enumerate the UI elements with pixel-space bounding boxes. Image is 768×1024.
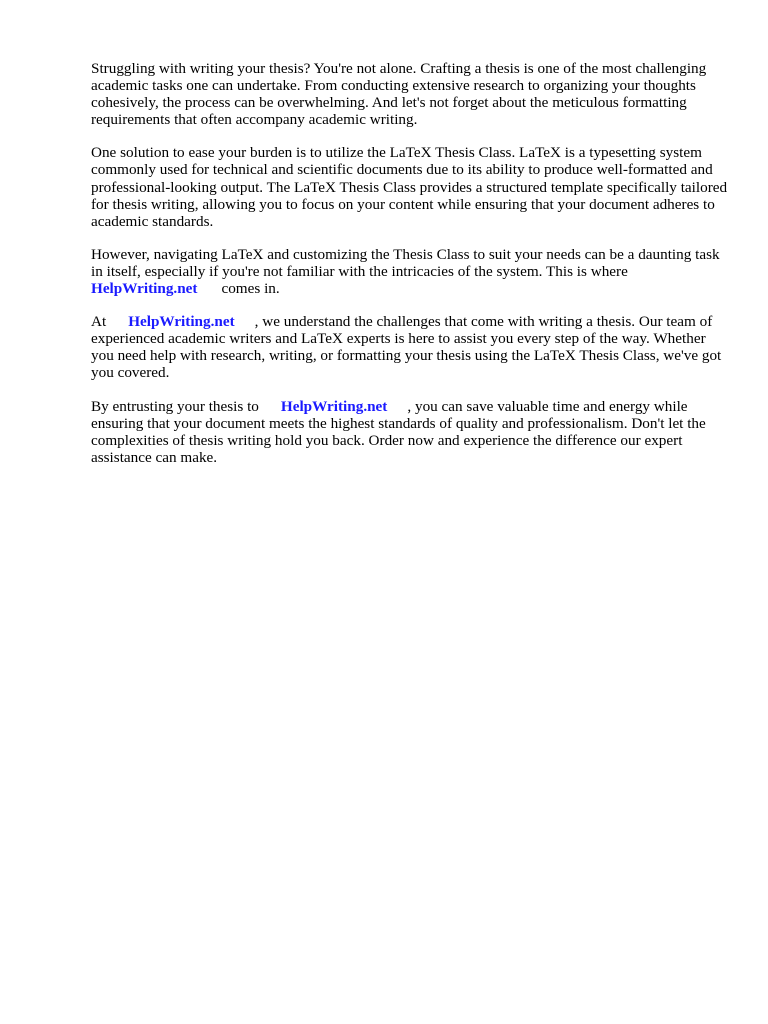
paragraph-latex-solution-text: One solution to ease your burden is to utilize the LaTeX Thesis Class. LaTeX is a typesetting system commonly used for technical and scientific documents due to its ability to produce well-formatted and professional-looking output. The LaTeX Thesis Class provides a structured template specifically tailored for thesis writing, allowing you to focus on your content while ensuring that your document adheres to academic standards. bbox=[91, 144, 728, 230]
paragraph-at-helpwriting-text: , we understand the challenges that come with writing a thesis. Our team of experienced academic writers and LaTeX experts is here to assist you every step of the way. Whether you need help with research, writing, or formatting your thesis using the LaTeX Thesis Class, we've got you covered. bbox=[91, 313, 722, 382]
paragraph-entrusting-text: , you can save valuable time and energy while ensuring that your document meets the highest standards of quality and professionalism. Don't let the complexities of thesis writing hold you back. Order now and experience the difference our expert assistance can make. bbox=[91, 397, 706, 466]
paragraph-navigating-tail: comes in. bbox=[221, 280, 280, 298]
helpwriting-link-2[interactable]: HelpWriting.net bbox=[128, 313, 235, 331]
paragraph-entrusting-lead: By entrusting your thesis to bbox=[91, 397, 259, 415]
paragraph-intro-text: Struggling with writing your thesis? You're not alone. Crafting a thesis is one of the most challenging academic tasks one can undertake. From conducting extensive research to organizing your thoughts cohesively, the process can be overwhelming. And let's not forget about the meticulous formatting requirements that often accompany academic writing. bbox=[91, 60, 707, 129]
paragraph-latex-solution bbox=[91, 144, 731, 229]
paragraph-navigating-text: However, navigating LaTeX and customizing the Thesis Class to suit your needs can be a daunting task in itself, especially if you're not familiar with the intricacies of the system. This is where bbox=[91, 245, 720, 280]
paragraph-intro bbox=[91, 60, 731, 128]
document-body bbox=[91, 60, 731, 482]
helpwriting-link-3[interactable]: HelpWriting.net bbox=[280, 397, 388, 415]
paragraph-navigating bbox=[91, 246, 731, 297]
paragraph-entrusting bbox=[91, 398, 731, 466]
helpwriting-link-1[interactable]: HelpWriting.net bbox=[91, 280, 198, 298]
paragraph-at-helpwriting bbox=[91, 313, 731, 381]
paragraph-at-helpwriting-lead: At bbox=[91, 313, 107, 331]
